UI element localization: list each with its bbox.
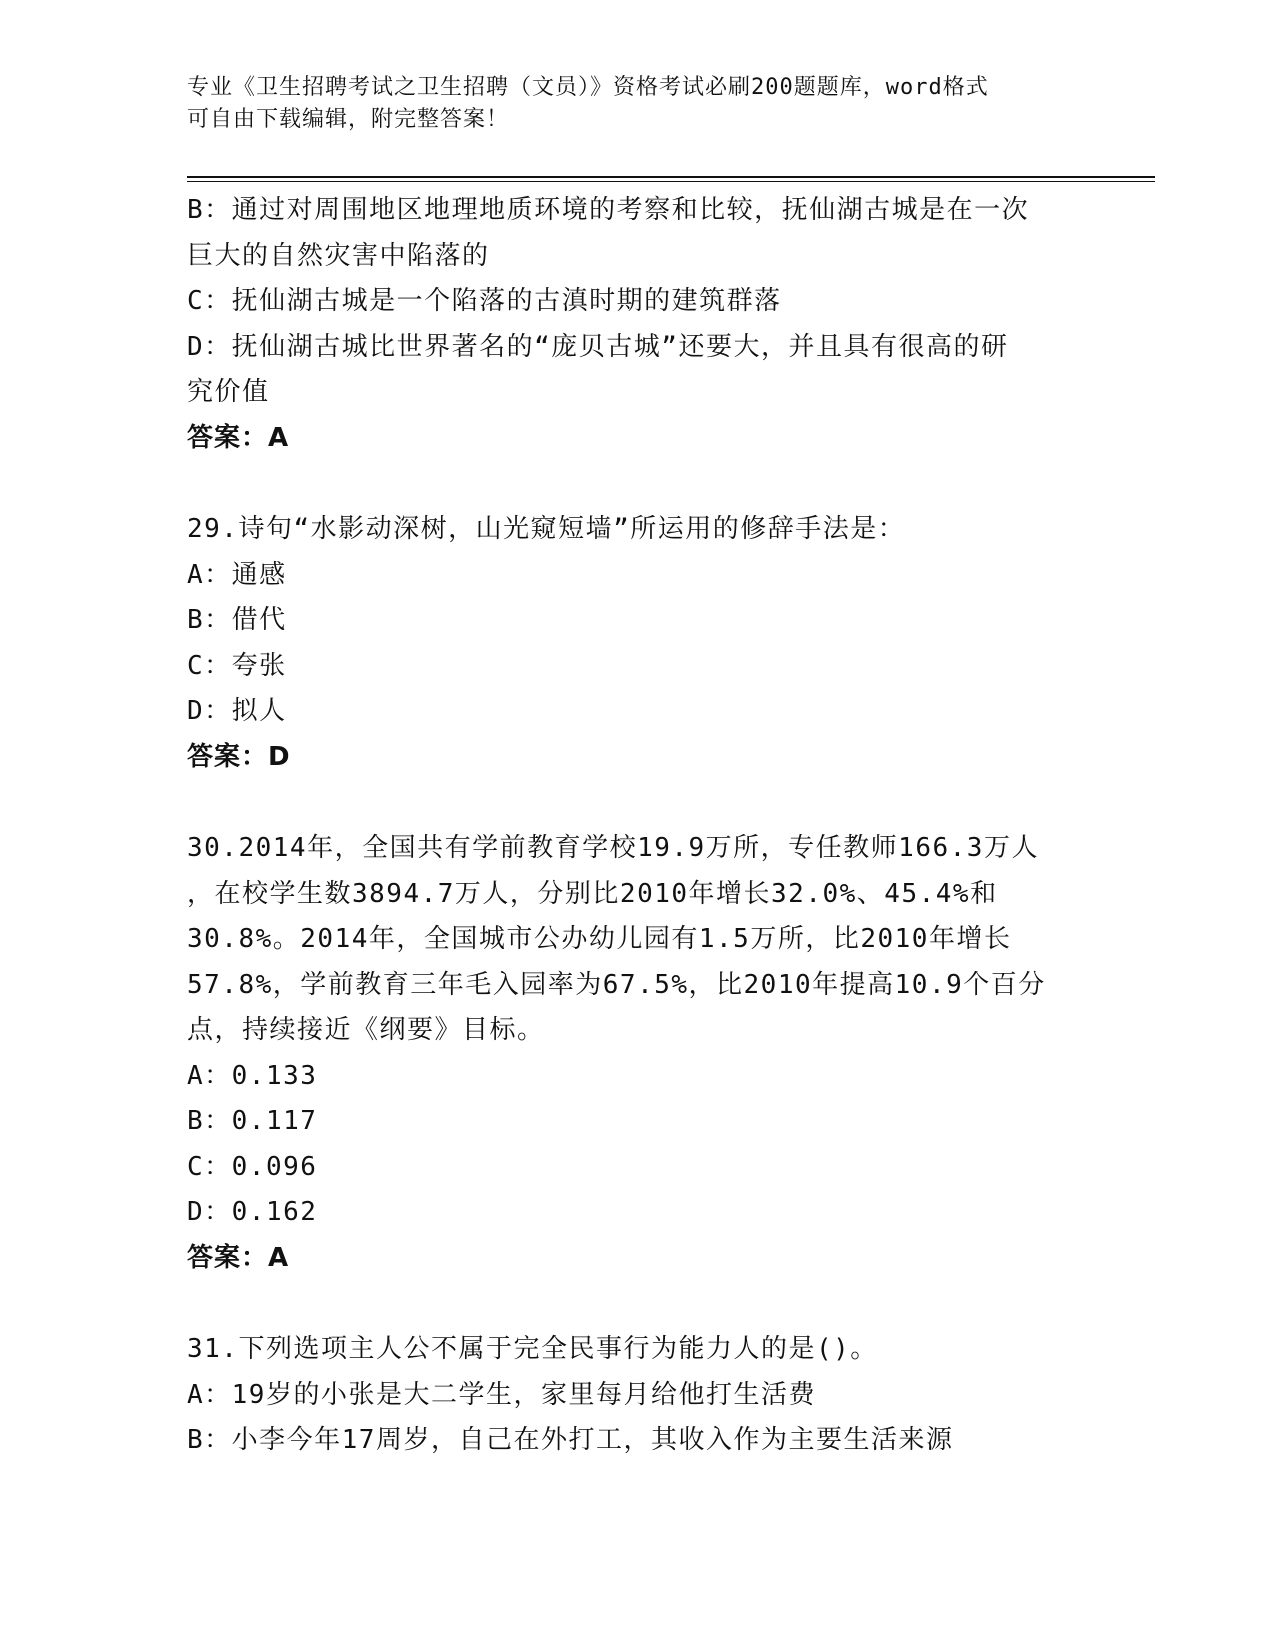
question-stem-line-5: 点，持续接近《纲要》目标。 xyxy=(187,1015,545,1045)
question-stem: 31.下列选项主人公不属于完全民事行为能力人的是()。 xyxy=(187,1334,878,1364)
question-28 xyxy=(187,188,1087,461)
question-stem-line-4: 57.8%，学前教育三年毛入园率为67.5%，比2010年提高10.9个百分 xyxy=(187,969,1046,1000)
option-d-line-1: D：抚仙湖古城比世界著名的“庞贝古城”还要大，并且具有很高的研 xyxy=(187,331,1009,362)
question-stem-line-2: ，在校学生数3894.7万人，分别比2010年增长32.0%、45.4%和 xyxy=(187,878,998,909)
option-c: C：0.096 xyxy=(187,1151,318,1182)
question-stem-line-1: 30.2014年，全国共有学前教育学校19.9万所，专任教师166.3万人 xyxy=(187,833,1039,863)
header-rule-thin xyxy=(187,181,1155,182)
answer: 答案：A xyxy=(187,422,290,453)
question-stem: 29.诗句“水影动深树，山光窥短墙”所运用的修辞手法是： xyxy=(187,514,906,544)
question-30 xyxy=(187,826,1087,1281)
document-header xyxy=(187,72,1067,136)
header-line-2: 可自由下载编辑，附完整答案！ xyxy=(187,107,510,132)
option-b: B：0.117 xyxy=(187,1106,318,1136)
option-b-line-1: B：通过对周围地区地理地质环境的考察和比较，抚仙湖古城是在一次 xyxy=(187,195,1030,225)
option-d: D：拟人 xyxy=(187,696,287,726)
spacer xyxy=(187,1281,1087,1327)
option-a: A：0.133 xyxy=(187,1060,318,1091)
option-d: D：0.162 xyxy=(187,1197,318,1227)
spacer xyxy=(187,461,1087,507)
option-a: A：通感 xyxy=(187,559,287,590)
option-d-line-2: 究价值 xyxy=(187,377,270,407)
answer: 答案：A xyxy=(187,1242,290,1273)
question-31 xyxy=(187,1327,1087,1464)
option-b: B：借代 xyxy=(187,605,287,635)
option-a: A：19岁的小张是大二学生，家里每月给他打生活费 xyxy=(187,1379,816,1410)
question-29 xyxy=(187,507,1087,780)
spacer xyxy=(187,780,1087,826)
answer: 答案：D xyxy=(187,741,291,772)
header-line-1: 专业《卫生招聘考试之卫生招聘（文员）》资格考试必刷200题题库，word格式 xyxy=(187,75,989,100)
header-rule-thick xyxy=(187,176,1155,178)
option-b: B：小李今年17周岁，自己在外打工，其收入作为主要生活来源 xyxy=(187,1425,954,1455)
option-c: C：抚仙湖古城是一个陷落的古滇时期的建筑群落 xyxy=(187,286,782,316)
option-c: C：夸张 xyxy=(187,650,287,681)
question-stem-line-3: 30.8%。2014年，全国城市公办幼儿园有1.5万所，比2010年增长 xyxy=(187,924,1012,954)
document-body xyxy=(187,188,1087,1464)
option-b-line-2: 巨大的自然灾害中陷落的 xyxy=(187,240,490,271)
